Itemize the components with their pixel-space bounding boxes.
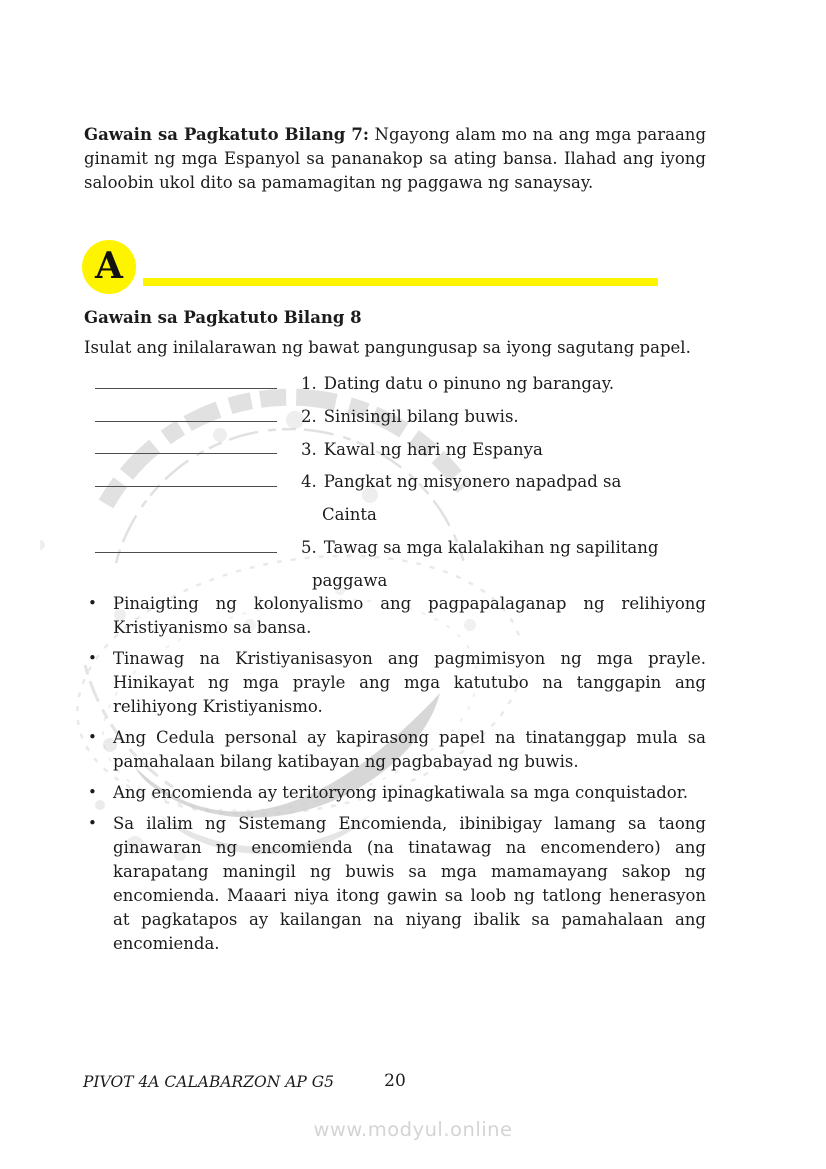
question-text-2 (301, 401, 519, 434)
question-body: Sinisingil bilang buwis. (323, 406, 519, 426)
question-body: Pangkat ng misyonero napadpad sa (323, 472, 622, 492)
bullet-item-5 (84, 812, 706, 956)
bullet-icon: • (88, 728, 97, 746)
question-number: 4. (301, 472, 317, 492)
bullet-text: Ang Cedula personal ay kapirasong papel na tinatanggap mula sa pamahalaan bilang katibayan ng pagbabayad ng buwis. (113, 728, 706, 771)
bullet-icon: • (88, 783, 97, 801)
bullet-text: Sa ilalim ng Sistemang Encomienda, ibinibigay lamang sa taong ginawaran ng encomienda (na tinatawag na encomendero) ang karapatang maningil ng buwis sa mga mamamayang sakop ng encomienda. Maaari niya itong gawin sa loob ng tatlong henerasyon at pagkatapos ay kailangan na niyang ibalik sa pamahalaan ang encomienda. (113, 814, 706, 953)
question-row-2 (84, 401, 706, 434)
question-number: 5. (301, 537, 317, 557)
answer-blank-5 (95, 552, 277, 553)
question-text-1 (301, 368, 614, 401)
question-number: 3. (301, 439, 317, 459)
question-row-3 (84, 434, 706, 467)
section-badge-letter: A (95, 245, 123, 287)
notes-bullet-list (84, 592, 706, 963)
question-text-4-continued: Cainta (322, 505, 377, 525)
activity8-heading: Gawain sa Pagkatuto Bilang 8 (84, 308, 362, 327)
bullet-icon: • (88, 814, 97, 832)
bullet-icon: • (88, 649, 97, 667)
question-row-4 (84, 466, 706, 499)
answer-blank-4 (95, 486, 277, 487)
section-divider-line (143, 278, 658, 286)
question-number: 2. (301, 406, 317, 426)
bullet-item-1 (84, 592, 706, 640)
question-row-5 (84, 532, 706, 565)
question-row-1 (84, 368, 706, 401)
bullet-item-3 (84, 726, 706, 774)
bullet-item-2 (84, 647, 706, 719)
footer-module-label: PIVOT 4A CALABARZON AP G5 (83, 1073, 334, 1091)
question-text-4 (301, 466, 621, 499)
bullet-text: Ang encomienda ay teritoryong ipinagkatiwala sa mga conquistador. (113, 783, 689, 802)
question-body: Tawag sa mga kalalakihan ng sapilitang (323, 537, 659, 557)
bullet-text: Tinawag na Kristiyanisasyon ang pagmimisyon ng mga prayle. Hinikayat ng mga prayle ang mga katutubo na tanggapin ang relihiyong Kristiyanismo. (113, 649, 706, 716)
question-number: 1. (301, 374, 317, 393)
bullet-text: Pinaigting ng kolonyalismo ang pagpapalaganap ng relihiyong Kristiyanismo sa bansa. (113, 594, 706, 637)
fill-in-blank-list (84, 368, 706, 598)
question-row-4-continued (84, 499, 706, 532)
question-text-5 (301, 532, 658, 565)
activity7-intro-paragraph (84, 123, 706, 195)
question-body: Kawal ng hari ng Espanya (323, 439, 543, 459)
bullet-item-4 (84, 781, 706, 805)
question-body: Dating datu o pinuno ng barangay. (323, 374, 615, 393)
page-number: 20 (384, 1071, 406, 1091)
site-watermark-text: www.modyul.online (313, 1118, 513, 1141)
answer-blank-2 (95, 421, 277, 422)
question-text-5-continued: paggawa (312, 570, 388, 590)
answer-blank-1 (95, 388, 277, 389)
bullet-icon: • (88, 594, 97, 612)
activity7-text: Ngayong alam mo na ang mga paraang ginamit ng mga Espanyol sa pananakop sa ating bansa. Ilahad ang iyong saloobin ukol dito sa pamamagitan ng paggawa ng sanaysay. (84, 124, 707, 192)
question-text-3 (301, 434, 543, 467)
answer-blank-3 (95, 453, 277, 454)
section-badge (82, 240, 136, 294)
activity8-instruction: Isulat ang inilalarawan ng bawat pangungusap sa iyong sagutang papel. (84, 338, 691, 357)
activity7-title: Gawain sa Pagkatuto Bilang 7: (84, 124, 369, 144)
